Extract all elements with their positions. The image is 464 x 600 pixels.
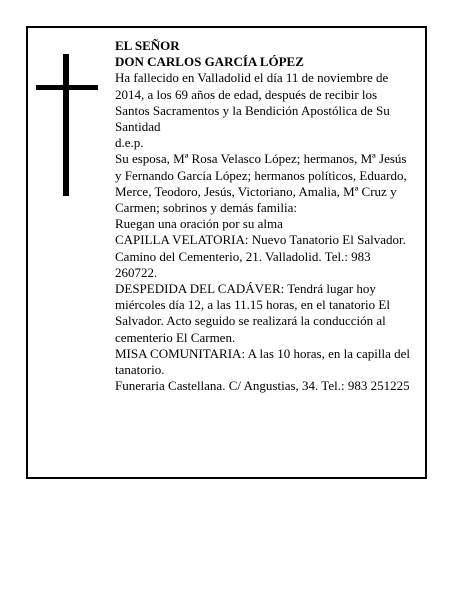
family-list: Su esposa, Mª Rosa Velasco López; hermanos, Mª Jesús y Fernando García López; hermanos políticos, Eduardo, Merce, Teodoro, Jesús, Victoriano, Amalia, Mª Cruz y Carmen; sobrinos y demás familia:	[115, 151, 407, 216]
cross-vertical-bar	[63, 54, 69, 196]
prayer-request: Ruegan una oración por su alma	[115, 216, 283, 232]
latin-cross-icon	[36, 54, 98, 196]
funeral-home-info: Funeraria Castellana. C/ Angustias, 34. Tel.: 983 251225	[115, 378, 410, 394]
mass-info: MISA COMUNITARIA: A las 10 horas, en la capilla del tanatorio.	[115, 345, 411, 378]
obituary-title-line-1: EL SEÑOR	[115, 38, 180, 53]
cross-horizontal-bar	[36, 85, 98, 90]
farewell-info: DESPEDIDA DEL CADÁVER: Tendrá lugar hoy miércoles día 12, a las 11.15 horas, en el tanatorio El Salvador. Acto seguido se realizará la conducción al cementerio El Carmen.	[115, 281, 390, 345]
obituary-text	[115, 38, 415, 394]
chapel-info: CAPILLA VELATORIA: Nuevo Tanatorio El Salvador. Camino del Cementerio, 21. Valladolid. Tel.: 983 260722.	[115, 232, 406, 280]
deceased-name: DON CARLOS GARCÍA LÓPEZ	[115, 54, 304, 70]
dep-line: d.e.p.	[115, 135, 144, 151]
death-announcement: Ha fallecido en Valladolid el día 11 de noviembre de 2014, a los 69 años de edad, después de recibir los Santos Sacramentos y la Bendición Apostólica de Su Santidad	[115, 70, 390, 135]
